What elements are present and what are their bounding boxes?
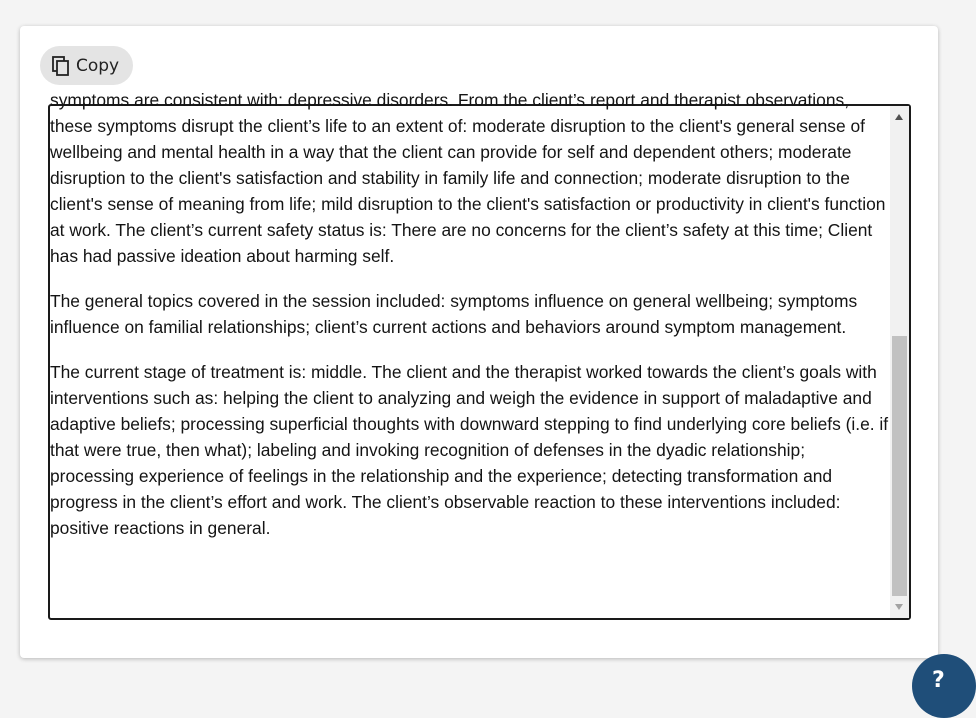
- help-button-label: ?: [932, 668, 945, 693]
- copy-button-label: Copy: [76, 55, 120, 76]
- note-paragraph-2: The general topics covered in the session included: symptoms influence on general wellbeing; symptoms influence on familial relationships; client’s current actions and behaviors around symptom management.: [50, 291, 858, 337]
- scroll-down-arrow-icon[interactable]: [895, 604, 903, 610]
- note-paragraph-3: The current stage of treatment is: middle. The client and the therapist worked towards the client’s goals with interventions such as: helping the client to analyzing and weigh the evidence in support of maladaptive and adaptive beliefs; processing superficial thoughts with downward stepping to find underlying core beliefs (i.e. if that were true, then what); labeling and invoking recognition of defenses in the dyadic relationship; processing experience of feelings in the relationship and the experience; detecting transformation and progress in the client’s effort and work. The client’s observable reaction to these interventions included: positive reactions in general.: [50, 362, 889, 538]
- vertical-scrollbar[interactable]: [890, 106, 909, 618]
- note-text: [50, 87, 890, 560]
- copy-button[interactable]: [40, 46, 133, 85]
- help-button[interactable]: [912, 654, 976, 718]
- note-paragraph-1: symptoms are consistent with: depressive disorders. From the client’s report and therapist observations, these symptoms disrupt the client’s life to an extent of: moderate disruption to the client's general sense of wellbeing and mental health in a way that the client can provide for self and dependent others; moderate disruption to the client's satisfaction and stability in family life and connection; moderate disruption to the client's sense of meaning from life; mild disruption to the client's satisfaction or productivity in client's function at work. The client’s current safety status is: There are no concerns for the client’s safety at this time; Client has had passive ideation about harming self.: [50, 90, 886, 266]
- scroll-thumb[interactable]: [892, 336, 907, 596]
- copy-icon: [52, 56, 70, 76]
- note-textarea[interactable]: [48, 90, 911, 620]
- note-card: [20, 26, 938, 658]
- scroll-up-arrow-icon[interactable]: [895, 114, 903, 120]
